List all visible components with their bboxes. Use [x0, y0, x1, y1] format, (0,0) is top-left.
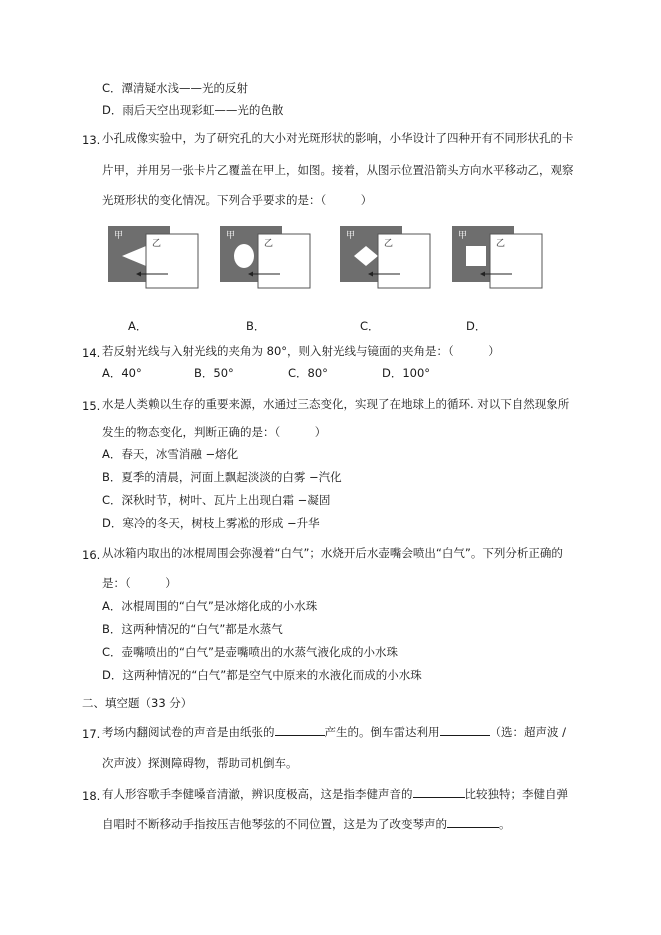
- q18-blank-2[interactable]: [447, 816, 499, 828]
- q13-label-a: A．: [128, 319, 148, 333]
- q16-option-d: D．这两种情况的“白气”都是空气中原来的水液化而成的小水珠: [102, 668, 422, 682]
- q15-number: 15.: [82, 399, 101, 413]
- q17-blank-1[interactable]: [275, 724, 325, 736]
- q12-option-d: D．雨后天空出现彩虹——光的色散: [102, 103, 284, 117]
- q13-figure-c: [340, 226, 436, 290]
- svg-text:乙: 乙: [384, 239, 394, 249]
- q16-option-c: C．壶嘴喷出的“白气”是壶嘴喷出的水蒸气液化成的小水珠: [102, 645, 398, 659]
- svg-text:乙: 乙: [264, 239, 274, 249]
- q14-option-d: D．100°: [382, 366, 431, 380]
- q16-line2: 是：（ ）: [102, 576, 177, 590]
- q17-number: 17.: [82, 727, 101, 741]
- q13-figure-b: [220, 226, 316, 290]
- section-heading: 二、填空题（33 分）: [82, 696, 193, 710]
- q16-option-a: A．冰棍周围的“白气”是冰熔化成的小水珠: [102, 599, 318, 613]
- q14-option-c: C．80°: [288, 366, 328, 380]
- q13-label-d: D．: [466, 319, 487, 333]
- q18-line2: 自唱时不断移动手指按压吉他琴弦的不同位置，这是为了改变琴声的 。: [102, 817, 511, 831]
- square-hole-icon: [466, 246, 486, 266]
- circle-hole-icon: [234, 244, 254, 268]
- svg-text:甲: 甲: [346, 231, 356, 241]
- q17-line1: 考场内翻阅试卷的声音是由纸张的 产生的。倒车雷达利用 （选：超声波 /: [102, 725, 567, 739]
- q16-option-b: B．这两种情况的“白气”都是水蒸气: [102, 622, 283, 636]
- q15-option-b: B．夏季的清晨，河面上飘起淡淡的白雾 −汽化: [102, 470, 342, 484]
- q13-line2: 片甲，并用另一张卡片乙覆盖在甲上，如图。接着，从图示位置沿箭头方向水平移动乙，观察: [102, 163, 574, 177]
- q14-number: 14.: [82, 346, 101, 360]
- q12-option-c: C．潭清疑水浅——光的反射: [102, 81, 249, 95]
- q15-option-d: D．寒冷的冬天，树枝上雾凇的形成 −升华: [102, 516, 320, 530]
- q14-line1: 若反射光线与入射光线的夹角为 80°，则入射光线与镜面的夹角是：（ ）: [102, 344, 500, 358]
- q15-line1: 水是人类赖以生存的重要来源，水通过三态变化，实现了在地球上的循环. 对以下自然现象所: [102, 397, 570, 411]
- q13-label-c: C．: [360, 319, 380, 333]
- svg-text:甲: 甲: [458, 231, 468, 241]
- q18-number: 18.: [82, 789, 101, 803]
- svg-text:乙: 乙: [496, 239, 506, 249]
- q13-number: 13.: [82, 133, 101, 147]
- q14-option-b: B．50°: [194, 366, 234, 380]
- q13-line1: 小孔成像实验中，为了研究孔的大小对光斑形状的影响，小华设计了四种开有不同形状孔的卡: [102, 131, 574, 145]
- q15-option-c: C．深秋时节，树叶、瓦片上出现白霜 −凝固: [102, 493, 331, 507]
- q17-line2: 次声波）探测障碍物，帮助司机倒车。: [102, 756, 298, 770]
- svg-text:乙: 乙: [152, 239, 162, 249]
- q16-number: 16.: [82, 548, 101, 562]
- q13-figure-a: [108, 226, 204, 290]
- q18-blank-1[interactable]: [413, 786, 465, 798]
- q18-line1: 有人形容歌手李健嗓音清澈，辨识度极高，这是指李健声音的 比较独特；李健自弹: [102, 787, 568, 801]
- q16-line1: 从冰箱内取出的冰棍周围会弥漫着“白气”；水烧开后水壶嘴会喷出“白气”。下列分析正确的: [102, 546, 563, 560]
- svg-text:甲: 甲: [226, 231, 236, 241]
- q13-label-b: B．: [246, 319, 266, 333]
- q13-line3: 光斑形状的变化情况。下列合乎要求的是：（ ）: [102, 193, 373, 207]
- q13-figure-d: [452, 226, 548, 290]
- card-jia-label: 甲: [114, 231, 124, 241]
- q14-option-a: A．40°: [102, 366, 142, 380]
- q15-line2: 发生的物态变化，判断正确的是：（ ）: [102, 425, 327, 439]
- q17-blank-2[interactable]: [440, 724, 490, 736]
- q15-option-a: A．春天，冰雪消融 −熔化: [102, 447, 239, 461]
